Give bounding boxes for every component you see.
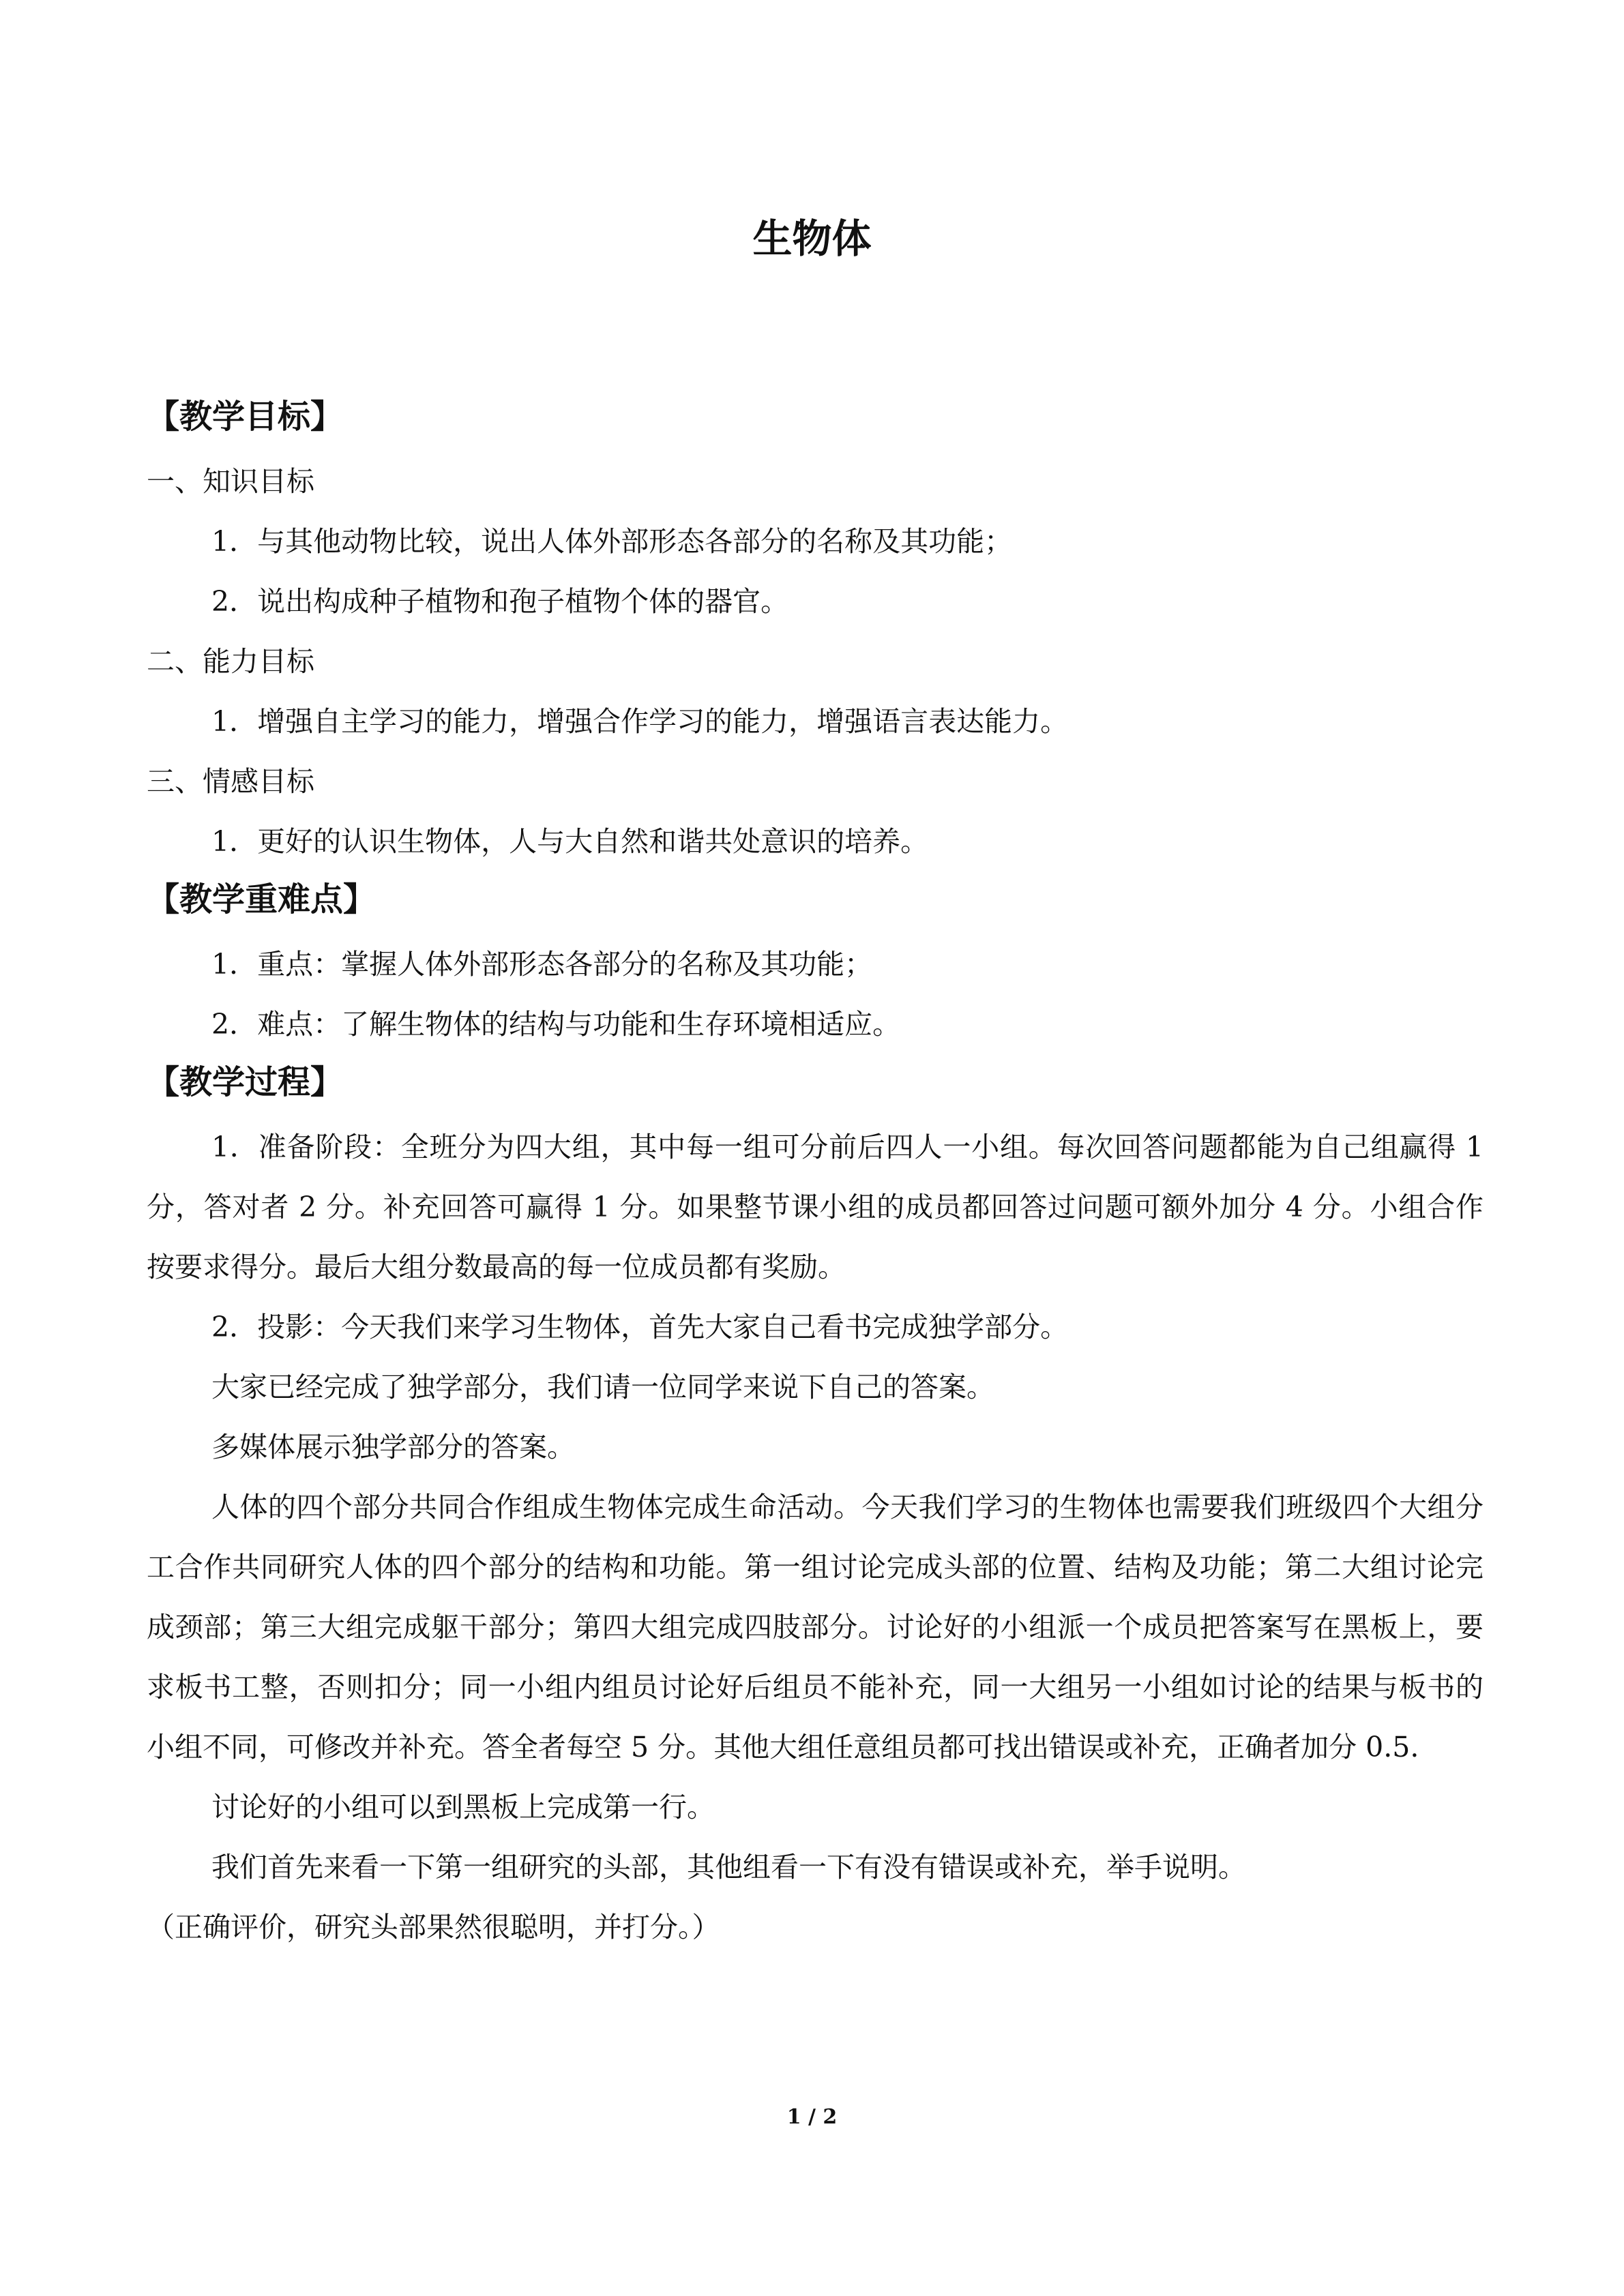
process-paragraph: 我们首先来看一下第一组研究的头部，其他组看一下有没有错误或补充，举手说明。 bbox=[211, 1851, 1246, 1883]
section-heading-key-points: 【教学重难点】 bbox=[147, 880, 377, 919]
page-title: 生物体 bbox=[752, 215, 872, 262]
process-final-line: （正确评价，研究头部果然很聪明，并打分。） bbox=[147, 1911, 720, 1943]
knowledge-objectives-label: 一、知识目标 bbox=[147, 465, 314, 498]
list-item: 2．说出构成种子植物和孢子植物个体的器官。 bbox=[211, 585, 789, 618]
process-paragraph: 多媒体展示独学部分的答案。 bbox=[211, 1431, 575, 1463]
process-paragraph: 讨论好的小组可以到黑板上完成第一行。 bbox=[211, 1791, 715, 1823]
list-item: 2．难点：了解生物体的结构与功能和生存环境相适应。 bbox=[211, 1008, 901, 1041]
process-paragraph: 2．投影：今天我们来学习生物体，首先大家自己看书完成独学部分。 bbox=[211, 1311, 1069, 1343]
page-number: 1 / 2 bbox=[786, 2105, 838, 2129]
section-heading-process: 【教学过程】 bbox=[147, 1063, 344, 1101]
document-body bbox=[147, 389, 1483, 1957]
emotion-objectives-label: 三、情感目标 bbox=[147, 765, 314, 798]
process-paragraph: 1．准备阶段：全班分为四大组，其中每一组可分前后四人一小组。每次回答问题都能为自己组赢得 1 分，答对者 2 分。补充回答可赢得 1 分。如果整节课小组的成员都回答过问题可额外加分 4 分。小组合作按要求得分。最后大组分数最高的每一位成员都有奖励。 bbox=[147, 1131, 1483, 1283]
list-item: 1．重点：掌握人体外部形态各部分的名称及其功能； bbox=[211, 948, 873, 981]
process-paragraph: 人体的四个部分共同合作组成生物体完成生命活动。今天我们学习的生物体也需要我们班级四个大组分工合作共同研究人体的四个部分的结构和功能。第一组讨论完成头部的位置、结构及功能；第二大组讨论完成颈部；第三大组完成躯干部分；第四大组完成四肢部分。讨论好的小组派一个成员把答案写在黑板上，要求板书工整，否则扣分；同一小组内组员讨论好后组员不能补充，同一大组另一小组如讨论的结果与板书的小组不同，可修改并补充。答全者每空 5 分。其他大组任意组员都可找出错误或补充，正确者加分 0.5. bbox=[147, 1491, 1483, 1763]
section-heading-objectives: 【教学目标】 bbox=[147, 398, 344, 436]
list-item: 1．增强自主学习的能力，增强合作学习的能力，增强语言表达能力。 bbox=[211, 705, 1069, 738]
process-paragraph: 大家已经完成了独学部分，我们请一位同学来说下自己的答案。 bbox=[211, 1371, 994, 1403]
list-item: 1．与其他动物比较，说出人体外部形态各部分的名称及其功能； bbox=[211, 525, 1013, 558]
ability-objectives-label: 二、能力目标 bbox=[147, 645, 314, 678]
list-item: 1．更好的认识生物体，人与大自然和谐共处意识的培养。 bbox=[211, 825, 929, 858]
